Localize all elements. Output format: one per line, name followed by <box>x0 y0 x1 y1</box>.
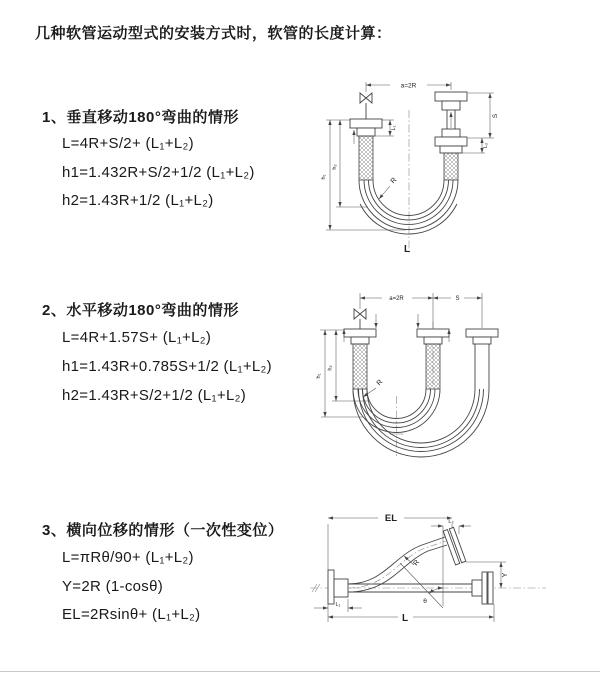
s-label: S <box>455 296 460 302</box>
s-label: S <box>492 113 499 119</box>
left-flange-assembly <box>350 119 382 180</box>
h2-label: h₂ <box>327 365 334 371</box>
top-width-label: a=2R <box>400 82 417 90</box>
radius-callout <box>379 177 398 199</box>
valve-symbol <box>360 93 372 119</box>
braided-hose-right <box>444 153 458 180</box>
radius-label: R <box>375 378 385 388</box>
y-label: Y <box>502 572 509 578</box>
middle-flange-assembly <box>417 329 449 389</box>
length-label: L <box>401 613 409 624</box>
theta-angle-construction <box>400 563 443 608</box>
radius-label: R <box>412 558 422 568</box>
braided-hose-middle <box>426 344 440 389</box>
section-1-heading: 1、垂直移动180°弯曲的情形 <box>42 109 239 126</box>
section-3-formula-L: L=πRθ/90+ (L₁+L₂) <box>62 549 194 566</box>
h2-label: h₂ <box>332 164 338 170</box>
section-2-heading: 2、水平移动180°弯曲的情形 <box>42 302 239 319</box>
section-2-formula-L: L=4R+1.57S+ (L₁+L₂) <box>62 329 212 346</box>
dimension-s <box>468 93 499 138</box>
section-3-heading: 3、横向位移的情形（一次性变位） <box>42 522 284 539</box>
l1-label: L₁ <box>335 602 341 608</box>
l1-label: L₁ <box>391 125 397 131</box>
h1-label: h₁ <box>316 373 322 379</box>
section-1-formula-h2: h2=1.43R+1/2 (L₁+L₂) <box>62 192 214 209</box>
braided-hose-left <box>353 344 367 389</box>
left-flange-assembly <box>344 329 376 389</box>
l2-label: L₂ <box>448 519 454 525</box>
theta-label: θ <box>423 598 427 605</box>
valve-symbol <box>354 309 366 329</box>
section-1-formula-h1: h1=1.432R+S/2+1/2 (L₁+L₂) <box>62 164 255 181</box>
right-flange-assembly <box>435 92 467 180</box>
section-1-formula-L: L=4R+S/2+ (L₁+L₂) <box>62 135 194 152</box>
dimension-top-width <box>360 293 482 328</box>
diagram-vertical-180-bend <box>306 72 552 260</box>
left-flange-assembly <box>328 570 348 604</box>
section-2-formula-h2: h2=1.43R+S/2+1/2 (L₁+L₂) <box>62 387 247 404</box>
section-2-formula-h1: h1=1.43R+0.785S+1/2 (L₁+L₂) <box>62 358 272 375</box>
h1-label: h₁ <box>321 174 327 180</box>
page-bottom-rule <box>0 671 600 672</box>
dimension-l <box>328 604 494 624</box>
el-label: EL <box>384 513 398 524</box>
diagram-lateral-displacement <box>298 500 590 660</box>
page-title: 几种软管运动型式的安装方式时，软管的长度计算： <box>35 25 392 42</box>
right-flange-assembly <box>466 329 498 389</box>
dimension-top-width <box>366 81 451 93</box>
top-width-label: a=2R <box>389 296 404 302</box>
l2-label: L₂ <box>483 142 489 149</box>
section-3-formula-Y: Y=2R (1-cosθ) <box>62 578 164 595</box>
section-3-formula-EL: EL=2Rsinθ+ (L₁+L₂) <box>62 606 201 623</box>
hose-u-bend <box>359 180 458 234</box>
radius-label: R <box>389 176 399 186</box>
hose-u-bend-displaced <box>353 389 489 457</box>
tilted-flange-assembly <box>443 527 466 565</box>
braided-hose-left <box>359 136 373 180</box>
diagram-horizontal-180-bend <box>306 284 558 464</box>
dimension-l1 <box>314 599 362 622</box>
right-flange-assembly <box>472 572 493 604</box>
length-label: L <box>403 244 411 255</box>
